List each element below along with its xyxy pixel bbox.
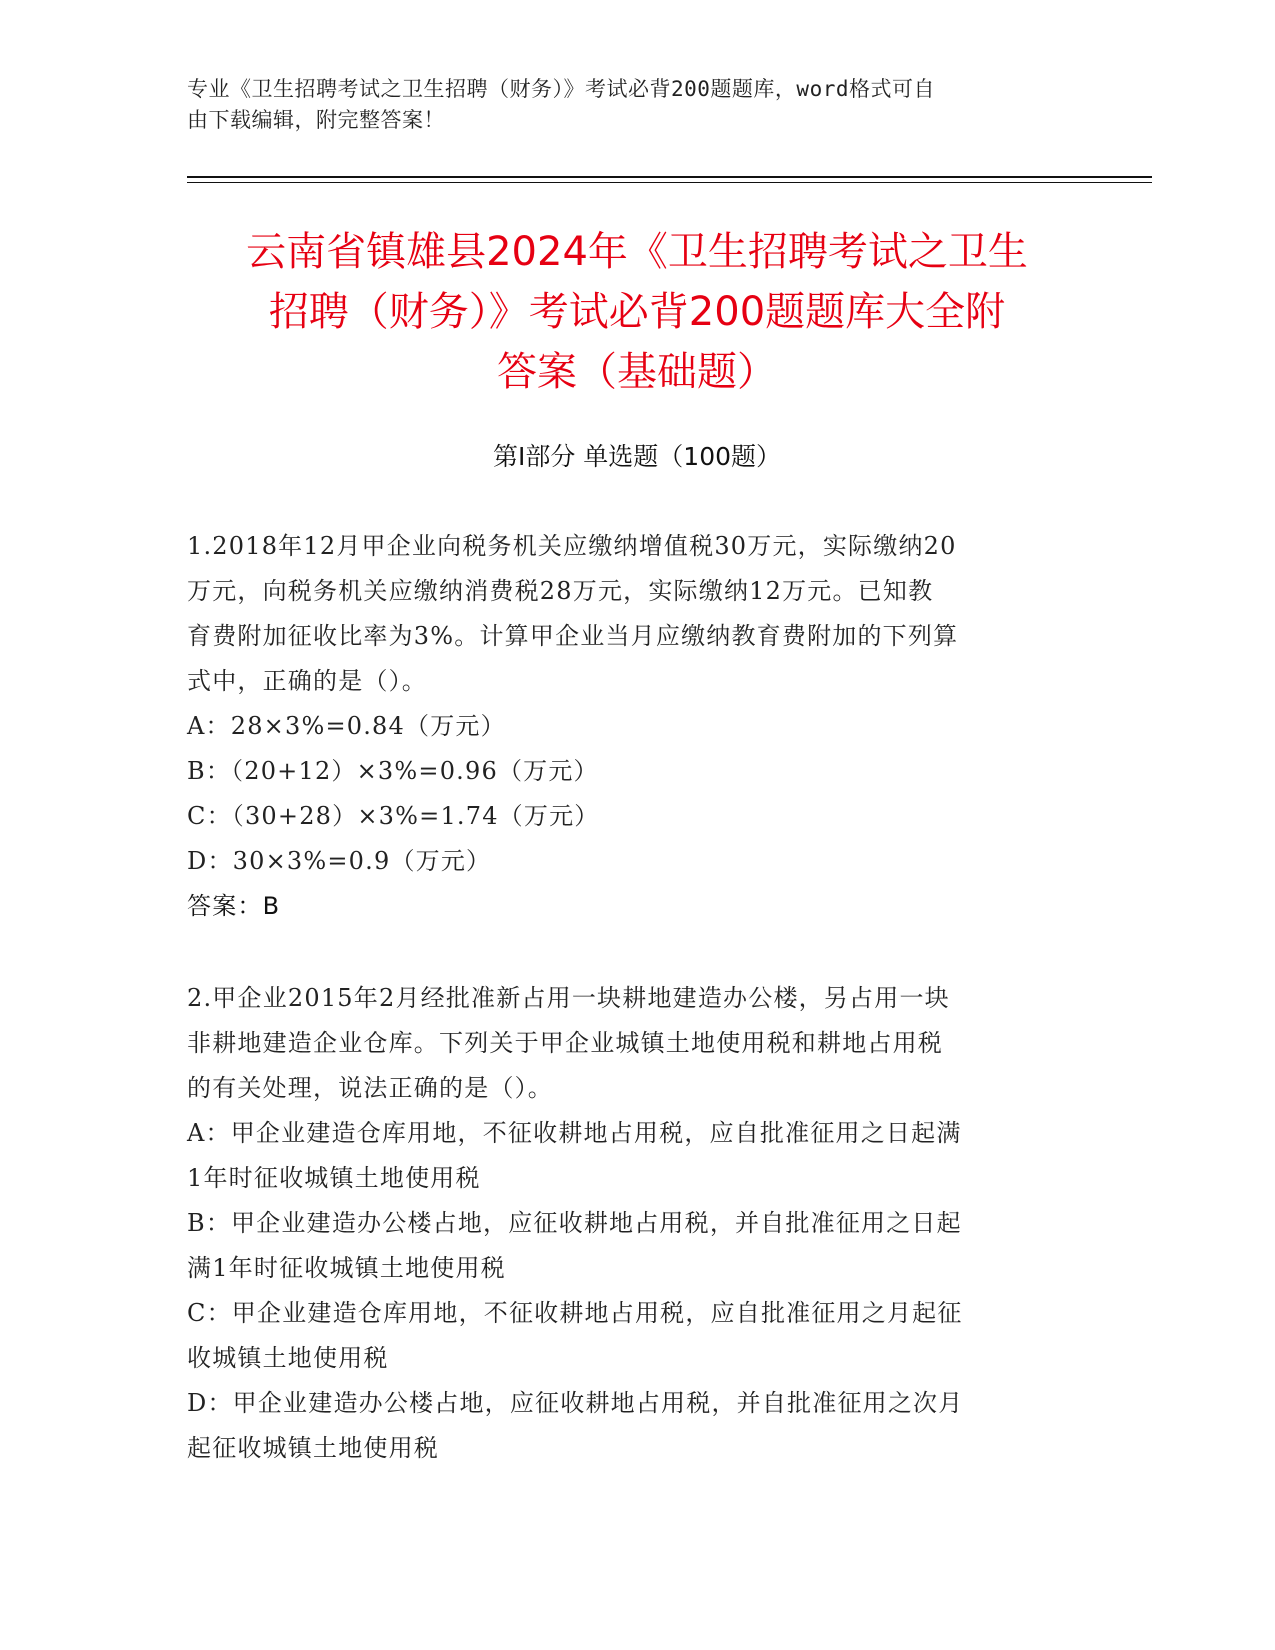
section-heading: 第Ⅰ部分 单选题（100题） — [492, 442, 782, 471]
option-b: B：（20+12）×3%=0.96（万元） — [187, 757, 599, 785]
option-b-line: 满1年时征收城镇土地使用税 — [187, 1254, 506, 1282]
option-a: A：28×3%=0.84（万元） — [187, 712, 506, 740]
option-a-line: 1年时征收城镇土地使用税 — [187, 1164, 481, 1192]
header-note-line: 专业《卫生招聘考试之卫生招聘（财务）》考试必背200题题库，word格式可自 — [187, 77, 935, 101]
option-c-line: 收城镇土地使用税 — [187, 1344, 389, 1372]
header-divider-thick — [187, 176, 1152, 178]
document-title — [187, 222, 1087, 402]
option-c-line: C：甲企业建造仓库用地，不征收耕地占用税，应自批准征用之月起征 — [187, 1299, 963, 1327]
question-stem-line: 2.甲企业2015年2月经批准新占用一块耕地建造办公楼，另占用一块 — [187, 984, 950, 1012]
option-c: C：（30+28）×3%=1.74（万元） — [187, 802, 600, 830]
option-b-line: B：甲企业建造办公楼占地，应征收耕地占用税，并自批准征用之日起 — [187, 1209, 962, 1237]
question-stem-line: 的有关处理，说法正确的是（）。 — [187, 1074, 553, 1102]
question-stem-line: 非耕地建造企业仓库。下列关于甲企业城镇土地使用税和耕地占用税 — [187, 1029, 943, 1057]
question-stem-line: 万元，向税务机关应缴纳消费税28万元，实际缴纳12万元。已知教 — [187, 577, 934, 605]
header-divider-thin — [187, 182, 1152, 183]
question-stem-line: 1.2018年12月甲企业向税务机关应缴纳增值税30万元，实际缴纳20 — [187, 532, 957, 560]
option-a-line: A：甲企业建造仓库用地，不征收耕地占用税，应自批准征用之日起满 — [187, 1119, 962, 1147]
option-d: D：30×3%=0.9（万元） — [187, 847, 492, 875]
header-note — [187, 74, 1087, 136]
question-2 — [187, 976, 1087, 1471]
option-d-line: 起征收城镇土地使用税 — [187, 1434, 439, 1462]
document-title-line: 云南省镇雄县2024年《卫生招聘考试之卫生 — [246, 229, 1028, 275]
question-1 — [187, 524, 1087, 929]
question-stem-line: 式中，正确的是（）。 — [187, 667, 427, 695]
answer-line: 答案：B — [187, 892, 281, 920]
document-title-line: 招聘（财务）》考试必背200题题库大全附 — [268, 289, 1006, 335]
question-stem-line: 育费附加征收比率为3%。计算甲企业当月应缴纳教育费附加的下列算 — [187, 622, 959, 650]
document-title-line: 答案（基础题） — [497, 349, 777, 395]
option-d-line: D：甲企业建造办公楼占地，应征收耕地占用税，并自批准征用之次月 — [187, 1389, 964, 1417]
header-note-line: 由下载编辑，附完整答案！ — [187, 108, 445, 132]
